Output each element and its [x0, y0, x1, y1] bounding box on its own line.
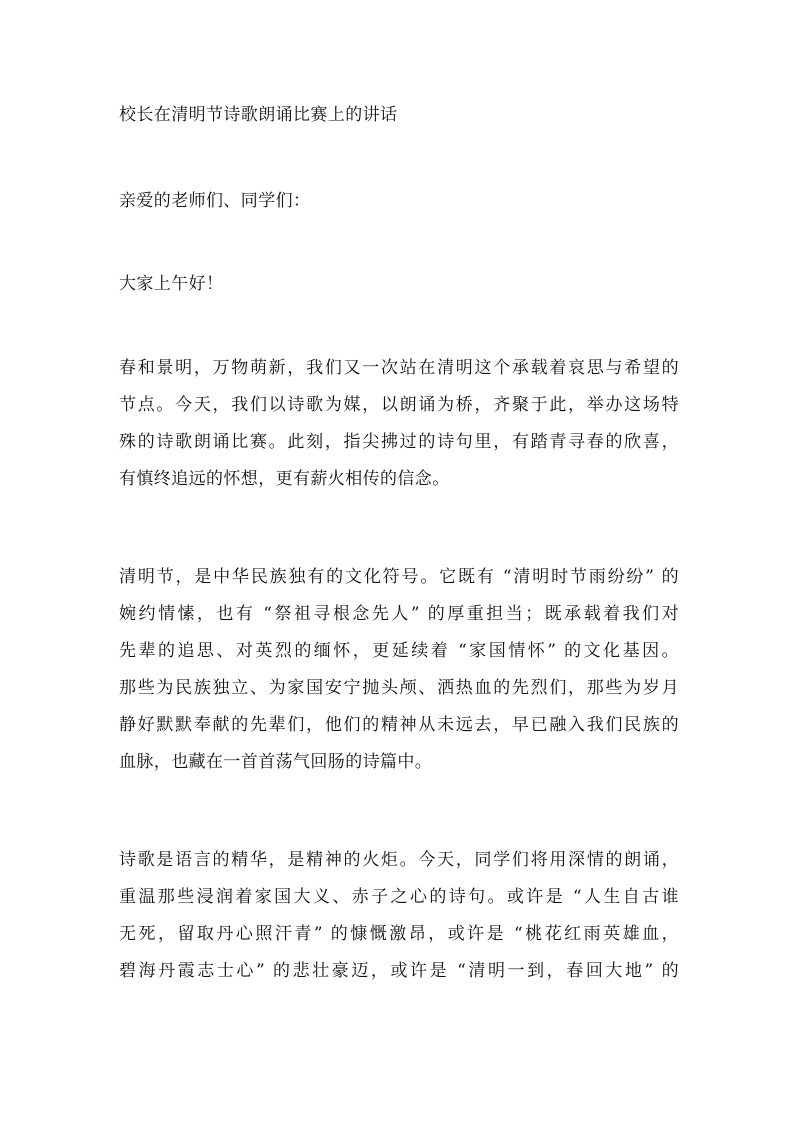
paragraph-line: 节点。今天，我们以诗歌为媒，以朗诵为桥，齐聚于此，举办这场特	[119, 395, 679, 415]
paragraph-line: 碧海丹霞志士心” 的悲壮豪迈，或许是 “清明一到，春回大地” 的	[119, 961, 679, 981]
paragraph-line: 重温那些浸润着家国大义、赤子之心的诗句。或许是 “人生自古谁	[119, 887, 679, 907]
paragraph-line: 先辈的追思、对英烈的缅怀，更延续着 “家国情怀” 的文化基因。	[119, 641, 679, 661]
salutation: 亲爱的老师们、同学们：	[119, 191, 311, 211]
greeting: 大家上午好！	[119, 274, 224, 294]
paragraph-line: 血脉，也藏在一首首荡气回肠的诗篇中。	[119, 752, 433, 772]
paragraph-line: 有慎终追远的怀想，更有薪火相传的信念。	[119, 469, 450, 489]
paragraph-line: 殊的诗歌朗诵比赛。此刻，指尖拂过的诗句里，有踏青寻春的欣喜，	[119, 432, 679, 452]
paragraph-line: 静好默默奉献的先辈们，他们的精神从未远去，早已融入我们民族的	[119, 715, 679, 735]
document-title: 校长在清明节诗歌朗诵比赛上的讲话	[119, 105, 398, 125]
paragraph-line: 诗歌是语言的精华，是精神的火炬。今天，同学们将用深情的朗诵，	[119, 850, 679, 870]
paragraph-line: 那些为民族独立、为家国安宁抛头颅、洒热血的先烈们，那些为岁月	[119, 678, 679, 698]
paragraph-line: 春和景明，万物萌新，我们又一次站在清明这个承载着哀思与希望的	[119, 358, 679, 378]
paragraph-line: 婉约情愫，也有 “祭祖寻根念先人” 的厚重担当；既承载着我们对	[119, 604, 679, 624]
paragraph-line: 无死，留取丹心照汗青” 的慷慨激昂，或许是 “桃花红雨英雄血，	[119, 924, 679, 944]
paragraph-line: 清明节，是中华民族独有的文化符号。它既有 “清明时节雨纷纷” 的	[119, 567, 679, 587]
